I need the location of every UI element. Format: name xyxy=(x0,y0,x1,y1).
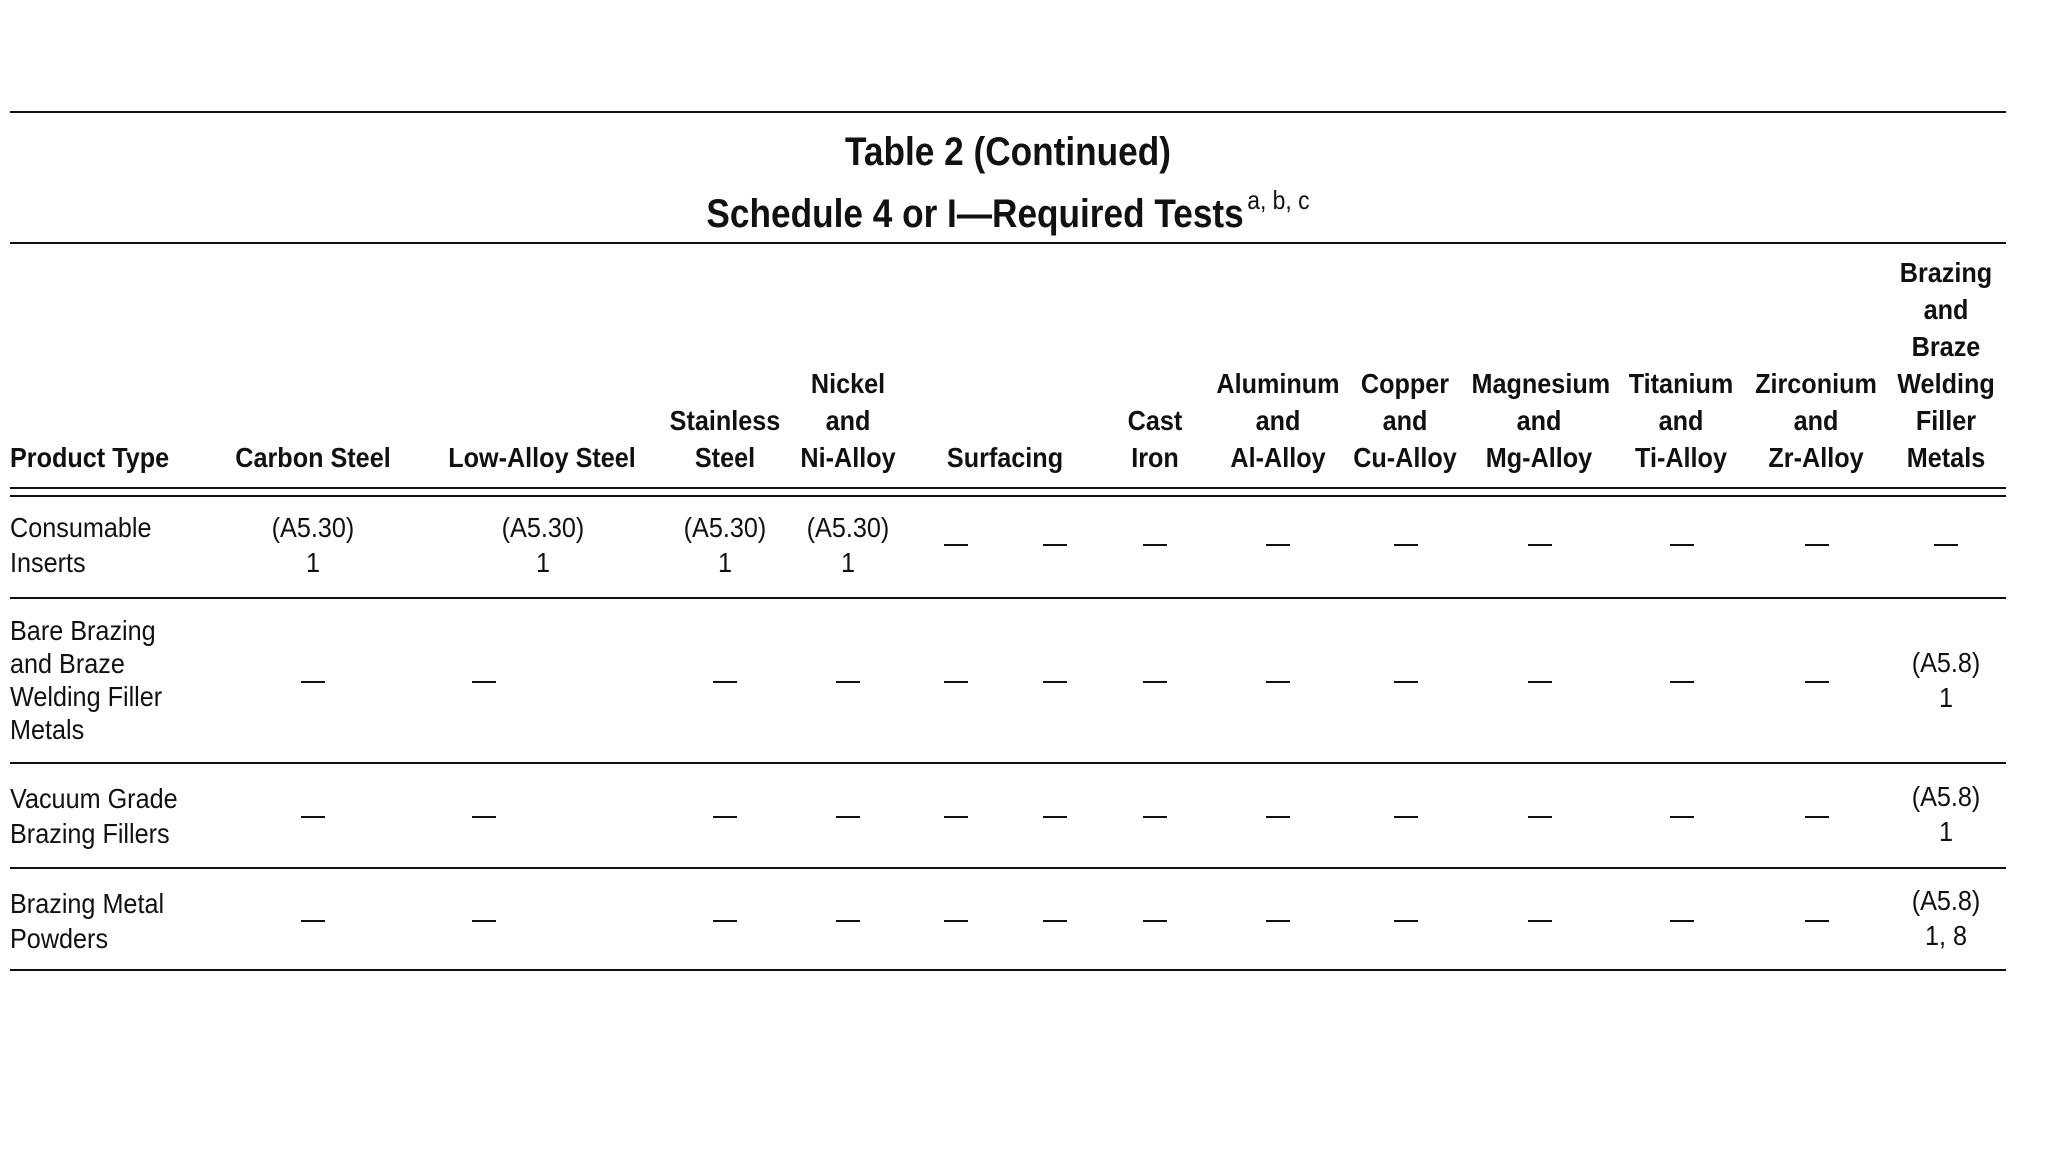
row-4-dash xyxy=(1805,920,1829,922)
row-2-dash xyxy=(944,681,968,683)
row-3-dash xyxy=(1805,816,1829,818)
row-2-dash xyxy=(1670,681,1694,683)
row-4-dash xyxy=(1266,920,1290,922)
row-4-dash xyxy=(836,920,860,922)
row-1-stainless-steel: (A5.30) 1 xyxy=(683,512,767,578)
row-2-dash xyxy=(1805,681,1829,683)
row-4-dash xyxy=(1043,920,1067,922)
top-rule xyxy=(10,111,2006,113)
header-brazing: Brazing and Braze Welding Filler Metals xyxy=(1897,257,1995,473)
header-product-type: Product Type xyxy=(10,442,170,473)
row-2-dash xyxy=(1143,681,1167,683)
row-2-dash xyxy=(836,681,860,683)
row-1-carbon-steel: (A5.30) 1 xyxy=(271,512,355,578)
title-line-2-text: Schedule 4 or I—Required Tests xyxy=(706,192,1244,236)
header-surfacing: Surfacing xyxy=(946,442,1064,473)
header-nickel: Nickel and Ni-Alloy xyxy=(800,368,896,473)
row-3-dash xyxy=(301,816,325,818)
header-rule-top xyxy=(10,487,2006,489)
row-1-dash xyxy=(1043,544,1067,546)
row-1-nickel: (A5.30) 1 xyxy=(806,512,890,578)
row-4-dash xyxy=(1528,920,1552,922)
header-zirconium: Zirconium and Zr-Alloy xyxy=(1755,368,1877,473)
row-4-dash xyxy=(472,920,496,922)
row-4-dash xyxy=(1394,920,1418,922)
row-3-product: Vacuum Grade Brazing Fillers xyxy=(10,783,178,849)
row-4-dash xyxy=(301,920,325,922)
row-1-dash xyxy=(1394,544,1418,546)
row-3-dash xyxy=(1394,816,1418,818)
title-superscript: a, b, c xyxy=(1247,185,1310,215)
row-4-dash xyxy=(944,920,968,922)
row-3-dash xyxy=(1143,816,1167,818)
row-3-brazing: (A5.8) 1 xyxy=(1911,781,1981,847)
row-3-dash xyxy=(1043,816,1067,818)
header-rule-bottom xyxy=(10,495,2006,497)
header-aluminum: Aluminum and Al-Alloy xyxy=(1216,368,1340,473)
table-title xyxy=(130,128,1886,238)
header-copper: Copper and Cu-Alloy xyxy=(1353,368,1457,473)
header-stainless-steel: Stainless Steel xyxy=(669,405,781,473)
row-2-rule xyxy=(10,762,2006,764)
row-4-brazing: (A5.8) 1, 8 xyxy=(1911,885,1981,951)
header-magnesium: Magnesium and Mg-Alloy xyxy=(1471,368,1611,473)
row-1-low-alloy-steel: (A5.30) 1 xyxy=(501,512,585,578)
row-1-dash xyxy=(1143,544,1167,546)
row-3-dash xyxy=(1266,816,1290,818)
row-2-dash xyxy=(1266,681,1290,683)
row-1-rule xyxy=(10,597,2006,599)
row-2-dash xyxy=(301,681,325,683)
row-1-dash xyxy=(1528,544,1552,546)
title-line-2 xyxy=(130,176,1886,238)
row-4-dash xyxy=(1143,920,1167,922)
title-line-1: Table 2 (Continued) xyxy=(845,130,1171,174)
row-2-dash xyxy=(713,681,737,683)
row-3-dash xyxy=(713,816,737,818)
row-2-product: Bare Brazing and Braze Welding Filler Metals xyxy=(10,615,163,745)
row-2-brazing: (A5.8) 1 xyxy=(1911,647,1981,713)
row-3-dash xyxy=(836,816,860,818)
header-low-alloy-steel: Low-Alloy Steel xyxy=(448,442,636,473)
row-1-dash xyxy=(1805,544,1829,546)
row-4-dash xyxy=(1670,920,1694,922)
row-1-dash xyxy=(1670,544,1694,546)
row-3-rule xyxy=(10,867,2006,869)
title-rule xyxy=(10,242,2006,244)
row-1-dash xyxy=(944,544,968,546)
row-4-product: Brazing Metal Powders xyxy=(10,888,165,954)
row-2-dash xyxy=(1043,681,1067,683)
row-3-dash xyxy=(472,816,496,818)
row-2-dash xyxy=(1528,681,1552,683)
row-3-dash xyxy=(1670,816,1694,818)
row-1-product: Consumable Inserts xyxy=(10,512,152,578)
row-2-dash xyxy=(1394,681,1418,683)
row-1-dash xyxy=(1934,544,1958,546)
row-3-dash xyxy=(1528,816,1552,818)
row-3-dash xyxy=(944,816,968,818)
row-1-dash xyxy=(1266,544,1290,546)
row-2-dash xyxy=(472,681,496,683)
header-cast-iron: Cast Iron xyxy=(1127,405,1183,473)
header-titanium: Titanium and Ti-Alloy xyxy=(1628,368,1734,473)
row-4-dash xyxy=(713,920,737,922)
bottom-rule xyxy=(10,969,2006,971)
header-carbon-steel: Carbon Steel xyxy=(235,442,391,473)
